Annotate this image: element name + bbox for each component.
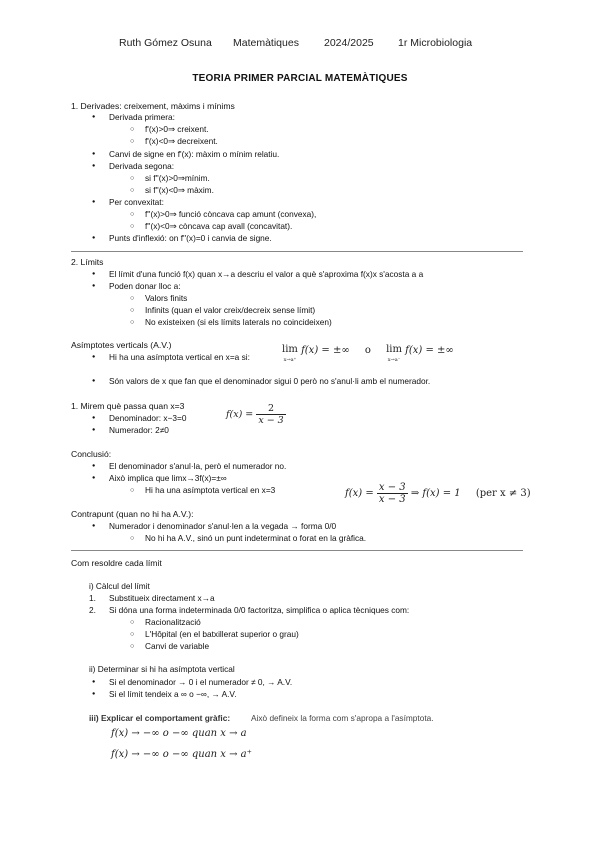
technique-variable-change: ○ Canvi de variable — [145, 641, 209, 652]
conclusion-formula-rhs: ⇒ f(x) = 1 — [410, 488, 461, 499]
howto-step1: Substitueix directament x→a — [109, 593, 215, 603]
has-av-item: ● Hi ha una asímptota vertical en x=a si: — [109, 352, 250, 363]
cv-sub2: ○ f''(x)<0⇒ còncava cap avall (concavitat). — [145, 221, 292, 232]
av-lim-2: lim — [386, 344, 402, 355]
counterpoint-sub1: ○ No hi ha A.V., sinó un punt indeterminat o forat en la gràfica. — [145, 533, 366, 544]
conclusion-fraction-den: x − 3 — [378, 494, 406, 505]
howto-step2: Si dóna una forma indeterminada 0/0 factoritza, simplifica o aplica tècniques com: — [109, 605, 410, 615]
example-fraction-num: 2 — [256, 403, 285, 415]
technique-lhopital: ○ L'Hôpital (en el batxillerat superior o grau) — [145, 629, 299, 640]
can-be-item: ● Poden donar lloc a: — [109, 281, 181, 292]
convexity-item: ● Per convexitat: — [109, 197, 164, 208]
header-year: 2024/2025 — [324, 37, 374, 49]
counterpoint-heading: Contrapunt (quan no hi ha A.V.): — [71, 509, 194, 519]
example-fraction-den: x − 3 — [258, 415, 284, 426]
example-heading: 1. Mirem què passa quan x=3 — [71, 401, 185, 411]
header-author: Ruth Gómez Osuna — [119, 37, 212, 49]
cv-sub1: ○ f''(x)>0⇒ funció còncava cap amunt (convexa), — [145, 209, 316, 220]
howto-part3-note: Això defineix la forma com s'apropa a l'asímptota. — [251, 713, 434, 723]
header-subject: Matemàtiques — [233, 37, 299, 49]
howto-step-num-2: 2. — [89, 605, 96, 615]
av-or: o — [364, 345, 371, 356]
divider-1 — [71, 251, 523, 252]
fd-sub1: ○ f'(x)>0⇒ creixent. — [145, 124, 209, 135]
howto-part2: ii) Determinar si hi ha asímptota vertical — [89, 664, 235, 674]
conclusion-fraction-num: x − 3 — [378, 482, 406, 493]
conclusion-item2: ● Això implica que limx→3f(x)=±∞ — [109, 473, 227, 484]
second-derivative-item: ● Derivada segona: — [109, 161, 174, 172]
av-sub-2: x→a⁻ — [387, 357, 401, 363]
option-not-exist: ○ No existeixen (si els límits laterals no coincideixen) — [145, 317, 332, 328]
av-lim-1: lim — [282, 344, 298, 355]
example-formula — [226, 403, 286, 426]
option-finite: ○ Valors finits — [145, 293, 187, 304]
inflection-item: ● Punts d'inflexió: on f''(x)=0 i canvia de signe. — [109, 233, 272, 244]
asymptotes-heading: Asímptotes verticals (A.V.) — [71, 340, 172, 350]
howto-step-num-1: 1. — [89, 593, 96, 603]
counterpoint-item1: ● Numerador i denominador s'anul·len a la vegada → forma 0/0 — [109, 521, 336, 532]
howto-part1: i) Càlcul del límit — [89, 581, 150, 591]
conclusion-formula-note: (per x ≠ 3) — [475, 488, 531, 499]
numerator-item: ● Numerador: 2≠0 — [109, 425, 169, 436]
header-course: 1r Microbiologia — [398, 37, 473, 49]
sd-sub2: ○ si f''(x)<0⇒ màxim. — [145, 185, 214, 196]
page-title: TEORIA PRIMER PARCIAL MATEMÀTIQUES — [192, 73, 408, 84]
option-infinite: ○ Infinits (quan el valor creix/decreix sense límit) — [145, 305, 315, 316]
example-fraction — [256, 403, 285, 426]
av-sub-1: x→a⁺ — [283, 357, 297, 363]
graph-behavior-1: f(x) → −∞ o −∞ quan x → a — [111, 728, 247, 739]
conclusion-heading: Conclusió: — [71, 449, 112, 459]
example-formula-lhs: f(x) = — [226, 409, 254, 420]
conclusion-sub1: ○ Hi ha una asímptota vertical en x=3 — [145, 485, 275, 496]
howto-av-rule1: ● Si el denominador → 0 i el numerador ≠ 0, → A.V. — [109, 677, 292, 688]
section2-heading: 2. Límits — [71, 257, 104, 267]
fd-sub2: ○ f'(x)<0⇒ decreixent. — [145, 136, 218, 147]
section1-heading: 1. Derivades: creixement, màxims i mínims — [71, 101, 235, 111]
sd-sub1: ○ si f''(x)>0⇒mínim. — [145, 173, 210, 184]
denominator-item: ● Denominador: x−3=0 — [109, 413, 187, 424]
conclusion-fraction — [377, 482, 408, 505]
limit-definition: ● El límit d'una funció f(x) quan x→a descriu el valor a què s'aproxima f(x)x s'acosta a a — [109, 269, 423, 280]
values-note-item: ● Són valors de x que fan que el denominador sigui 0 però no s'anul·li amb el numerador. — [109, 376, 430, 387]
howto-av-rule2: ● Si el límit tendeix a ∞ o −∞, → A.V. — [109, 689, 237, 700]
av-body-1: f(x) = ±∞ — [301, 345, 350, 356]
conclusion-formula-lhs: f(x) = — [345, 488, 374, 499]
av-formula — [282, 345, 454, 365]
conclusion-item1: ● El denominador s'anul·la, però el numerador no. — [109, 461, 286, 472]
first-derivative-item: ● Derivada primera: — [109, 112, 175, 123]
divider-2 — [71, 550, 523, 551]
sign-change-item: ● Canvi de signe en f'(x): màxim o mínim relatiu. — [109, 149, 279, 160]
howto-part3: iii) Explicar el comportament gràfic: — [89, 713, 231, 723]
graph-behavior-2: f(x) → −∞ o −∞ quan x → a⁺ — [111, 749, 252, 760]
av-body-2: f(x) = ±∞ — [405, 345, 454, 356]
howto-heading: Com resoldre cada límit — [71, 558, 162, 568]
conclusion-formula — [345, 482, 531, 505]
technique-rationalization: ○ Racionalització — [145, 617, 201, 628]
